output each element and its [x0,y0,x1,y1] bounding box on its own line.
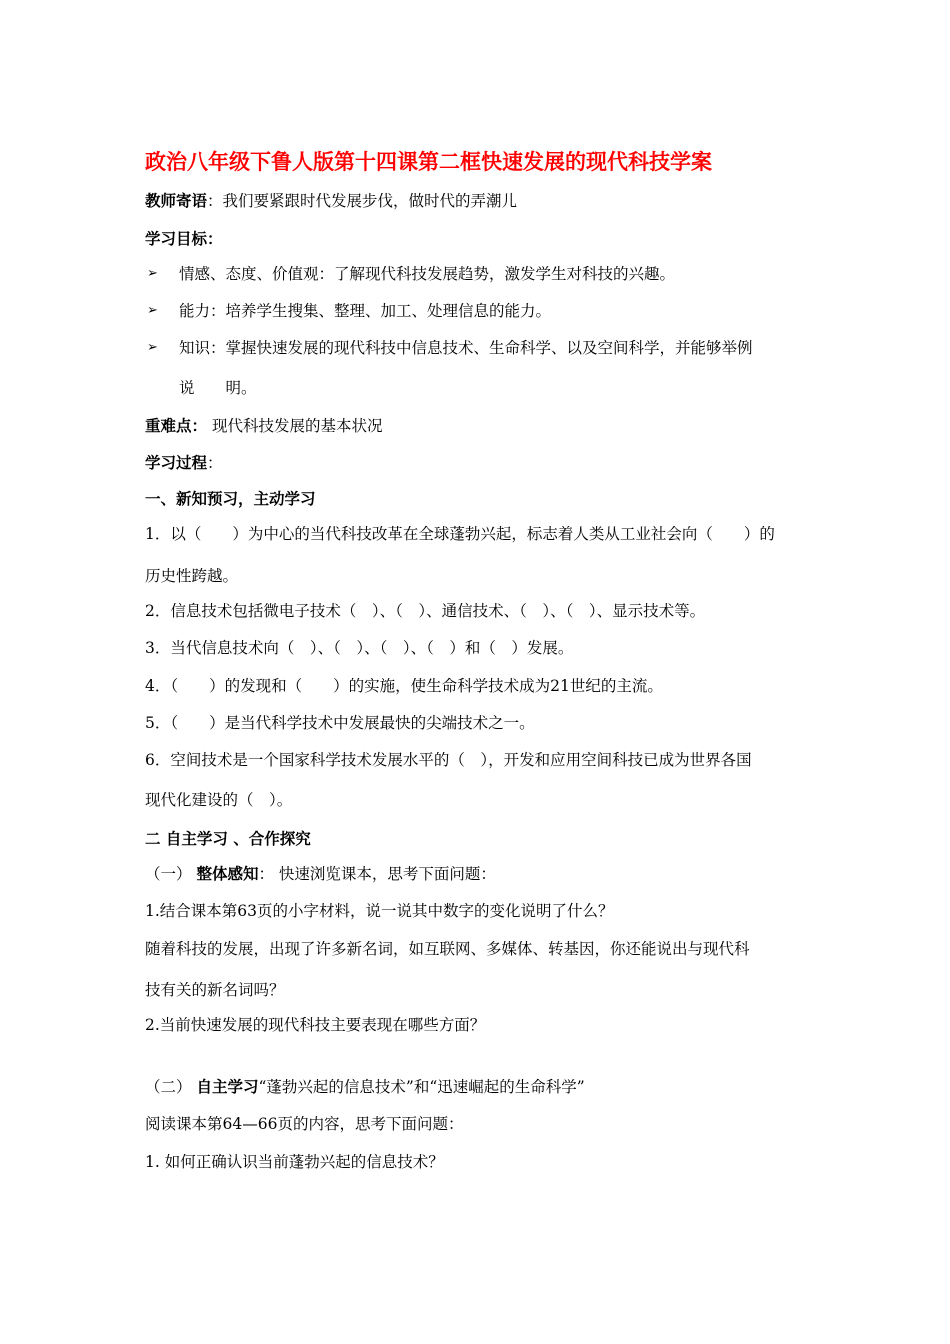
part1-text: 快速浏览课本，思考下面问题： [278,865,496,883]
question-6: 6．空间技术是一个国家科学技术发展水平的（ ），开发和应用空间科技已成为世界各国 [145,751,752,769]
question-4: 4．（ ）的发现和（ ）的实施，使生命科学技术成为21世纪的主流。 [145,677,663,695]
part1-prefix: （一） [145,865,192,883]
key-points-line [145,415,382,437]
question-1: 1．以（ ）为中心的当代科技改革在全球蓬勃兴起，标志着人类从工业社会向（ ）的 [145,525,775,543]
goal-item: 情感、态度、价值观：了解现代科技发展趋势，激发学生对科技的兴趣。 [179,265,676,283]
question-6-continuation: 现代化建设的（ ）。 [145,791,293,809]
question-3: 3．当代信息技术向（ ）、（ ）、（ ）、（ ）和（ ）发展。 [145,639,574,657]
teacher-words-sep: ： [207,192,223,210]
teacher-words-label: 教师寄语 [145,192,208,210]
process-heading-line [145,452,223,474]
part2-prefix: （二） [145,1078,192,1096]
bullet-icon: ➢ [147,303,158,318]
process-colon: ： [207,454,223,472]
part2-intro: 阅读课本第64—66页的内容，思考下面问题： [145,1115,464,1133]
question-2: 2．信息技术包括微电子技术（ ）、（ ）、通信技术、（ ）、（ ）、显示技术等。 [145,602,706,620]
teacher-words-text: 我们要紧跟时代发展步伐，做时代的弄潮儿 [222,192,518,210]
part1-paragraph: 随着科技的发展，出现了许多新名词，如互联网、多媒体、转基因，你还能说出与现代科 [145,940,750,958]
goal-item-continuation: 说 明。 [179,379,257,397]
question-1-continuation: 历史性跨越。 [145,567,239,585]
part1-question-2: 2.当前快速发展的现代科技主要表现在哪些方面？ [145,1016,486,1034]
question-5: 5．（ ）是当代科学技术中发展最快的尖端技术之一。 [145,714,535,732]
goal-item: 能力：培养学生搜集、整理、加工、处理信息的能力。 [179,302,552,320]
bullet-icon: ➢ [147,266,158,281]
part2-question-1: 1. 如何正确认识当前蓬勃兴起的信息技术？ [145,1153,444,1171]
key-points-label: 重难点： [145,417,208,435]
part1-question-1: 1.结合课本第63页的小字材料，说一说其中数字的变化说明了什么？ [145,902,614,920]
process-heading: 学习过程 [145,454,208,472]
section1-heading: 一、新知预习，主动学习 [145,490,316,508]
key-points-text: 现代科技发展的基本状况 [211,417,383,435]
part1-paragraph-continuation: 技有关的新名词吗？ [145,981,285,999]
part2-label: 自主学习 [196,1078,259,1096]
part1-sep: ： [258,865,274,883]
goals-heading: 学习目标： [145,230,223,248]
section2-heading: 二 自主学习 、合作探究 [145,830,311,848]
part1-label: 整体感知 [196,865,259,883]
part2-line [145,1076,585,1098]
bullet-icon: ➢ [147,340,158,355]
part1-line [145,863,496,885]
page-title: 政治八年级下鲁人版第十四课第二框快速发展的现代科技学案 [145,150,712,174]
part2-text: “蓬勃兴起的信息技术”和“迅速崛起的生命科学” [258,1078,585,1096]
goal-item: 知识：掌握快速发展的现代科技中信息技术、生命科学、以及空间科学，并能够举例 [179,339,753,357]
teacher-words-line [145,190,517,212]
